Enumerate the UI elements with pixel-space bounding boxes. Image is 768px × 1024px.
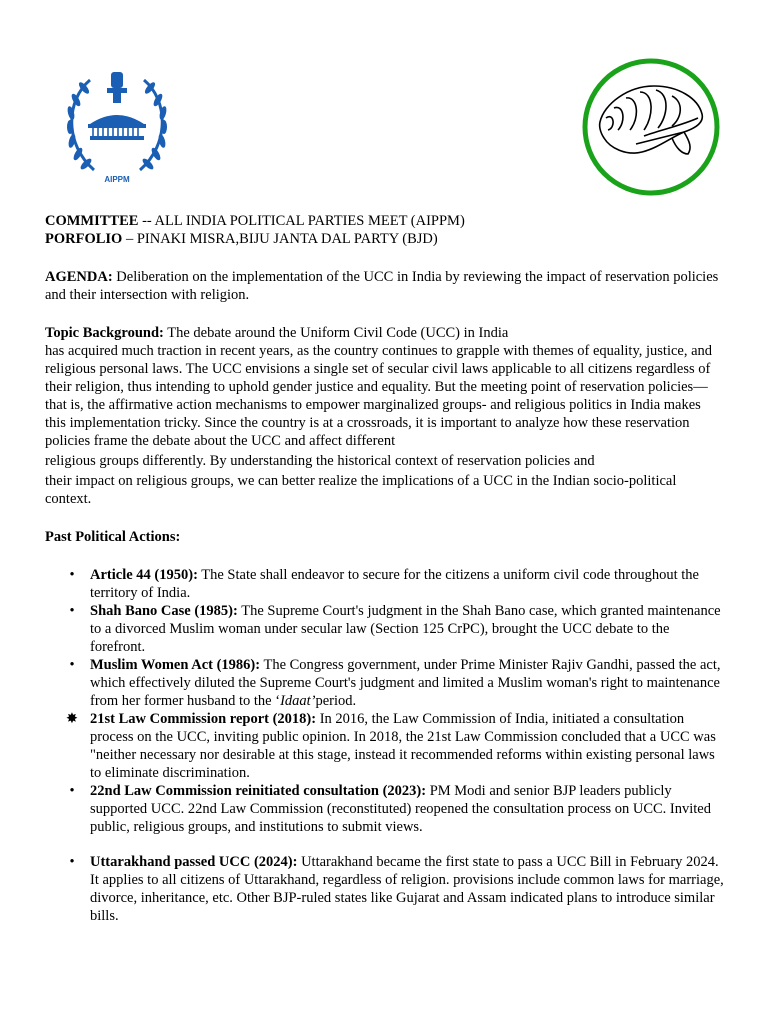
bjd-logo [580,56,722,198]
list-item-label: Shah Bano Case (1985): [90,603,238,619]
list-item-label: Article 44 (1950): [90,567,198,583]
list-item-label: 21st Law Commission report (2018): [90,711,317,727]
list-item-text: Uttarakhand became the first state to pass a UCC Bill in February 2024. It applies to all citizens of Uttarakhand, regardless of religion. provisions include common laws for marriage, divorce, inheritance, etc. Other BJP-ruled states like Gujarat and Assam indicated plans to introduce similar bills. [90,854,724,924]
list-item [45,602,725,656]
agenda-paragraph [45,268,725,304]
list-item-tail: period. [315,693,357,709]
list-item [45,566,725,602]
conch-icon [580,56,722,198]
topic-background-lead: The debate around the Uniform Civil Code (UCC) in India [163,325,509,341]
portfolio-line [45,230,725,248]
list-item-text: PM Modi and senior BJP leaders publicly supported UCC. 22nd Law Commission (reconstituted) reopened the consultation process on UCC. Invited public, religious groups, and institutions to submit views. [90,783,711,835]
past-actions-list [45,566,725,925]
list-item [45,656,725,710]
list-item-text: The Congress government, under Prime Minister Rajiv Gandhi, passed the act, which effectively diluted the Supreme Court's judgment and limited a Muslim woman's right to maintenance from her former husband to the ‘ [90,657,721,709]
committee-label: COMMITTEE [45,213,139,229]
topic-background-body: has acquired much traction in recent years, as the country continues to grapple with themes of equality, justice, and religious personal laws. The UCC envisions a single set of secular civil laws applicable to all citizens regardless of their religion, thus intending to uphold gender justice and equality. But the meeting point of reservation policies—that is, the affirmative action mechanisms to empower marginalized groups- and religious politics in India makes this implementation tricky. Since the country is at a crossroads, it is important to analyze how these reservation policies frame the debate about the UCC and affect different [45,343,713,449]
aippm-logo [52,62,182,192]
document-body [45,212,725,925]
bullet-icon: ✸ [65,711,79,727]
agenda-text: Deliberation on the implementation of the UCC in India by reviewing the impact of reservation policies and their intersection with religion. [45,269,719,303]
bullet-icon: • [69,854,75,870]
portfolio-label: PORFOLIO [45,231,123,247]
portfolio-value: – PINAKI MISRA,BIJU JANTA DAL PARTY (BJD) [122,231,438,247]
list-item-text: The Supreme Court's judgment in the Shah Bano case, which granted maintenance to a divorced Muslim woman under secular law (Section 125 CrPC), brought the UCC debate to the forefront. [90,603,721,655]
list-item-label: 22nd Law Commission reinitiated consultation (2023): [90,783,427,799]
list-item-text: In 2016, the Law Commission of India, initiated a consultation process on the UCC, inviting public opinion. In 2018, the 21st Law Commission concluded that a UCC was "neither necessary nor desirable at this stage, instead it recommended reforms within existing personal laws to eliminate discrimination. [90,711,716,781]
bullet-icon: • [69,603,75,619]
aippm-caption: AIPPM [104,175,130,184]
list-item-label: Uttarakhand passed UCC (2024): [90,854,298,870]
topic-background-label: Topic Background: [45,325,164,341]
list-item [45,782,725,836]
topic-background-body-3: their impact on religious groups, we can better realize the implications of a UCC in the Indian socio-political context. [45,473,677,507]
list-item [45,853,725,925]
list-item-text: The State shall endeavor to secure for the citizens a uniform civil code throughout the territory of India. [90,567,699,601]
agenda-label: AGENDA: [45,269,113,285]
topic-background-body-2: religious groups differently. By understanding the historical context of reservation policies and [45,453,595,469]
bullet-icon: • [69,567,75,583]
committee-value: -- ALL INDIA POLITICAL PARTIES MEET (AIPPM) [138,213,465,229]
past-actions-title: Past Political Actions: [45,529,181,545]
bullet-icon: • [69,783,75,799]
committee-line [45,212,725,230]
list-item [45,710,725,782]
topic-background-heading [45,324,725,342]
bullet-icon: • [69,657,75,673]
list-item-italic: Idaat’ [280,693,316,709]
aippm-emblem-icon [52,62,182,192]
list-item-label: Muslim Women Act (1986): [90,657,261,673]
